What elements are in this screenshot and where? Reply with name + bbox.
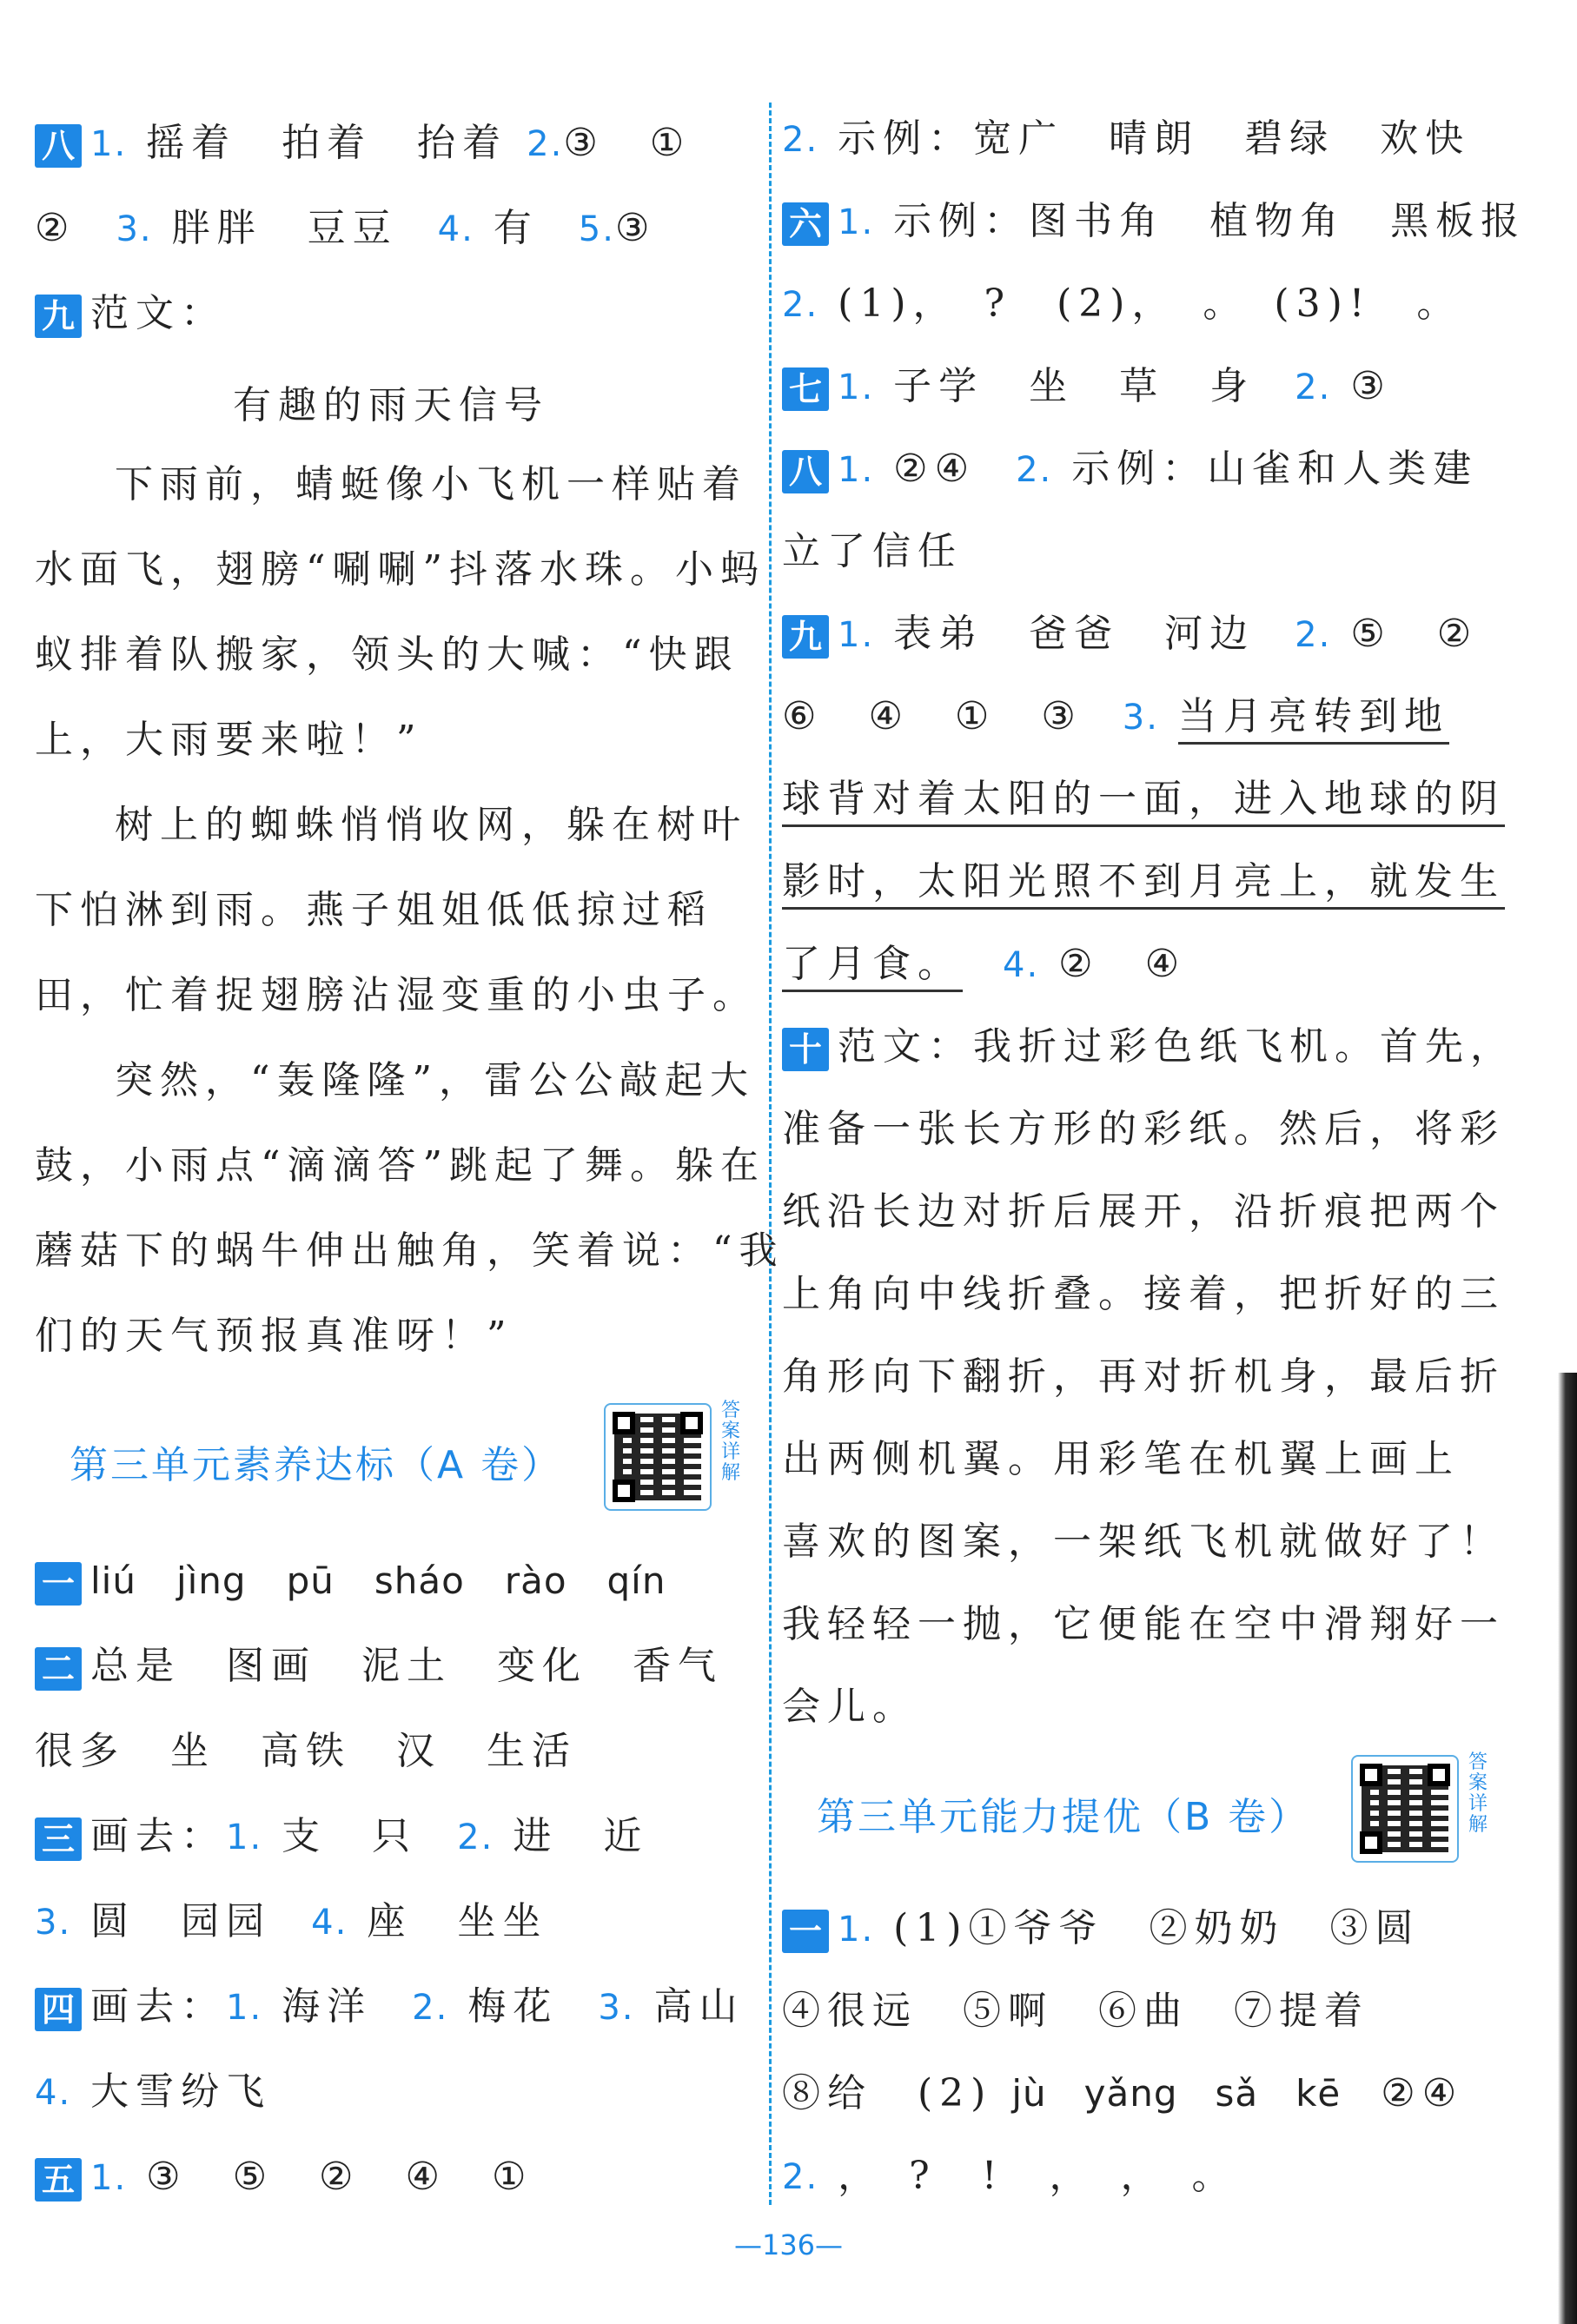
pinyin-text: jìng [176,1559,247,1602]
essay-line: 准备一张长方形的彩纸。然后，将彩 [782,1107,1505,1151]
item-number: 5. [578,209,615,249]
answer-line [782,443,1478,496]
answer-text: 总是 图画 泥土 变化 香气 [90,1644,723,1688]
answer-text: ③ [614,206,657,250]
pinyin-text: pū [286,1559,335,1602]
answer-line [782,691,1449,744]
answer-line [35,117,691,170]
answer-line [35,1981,745,2034]
answer-line [782,113,1470,166]
section-badge: 九 [782,615,829,659]
answer-text: 画去： [90,1814,226,1858]
essay-line: 蚁排着队搬家，领头的大喊：“快跟 [35,632,739,677]
pinyin-text: sháo [374,1559,465,1602]
answer-line [782,2150,1236,2203]
item-number: 2. [412,1988,449,2028]
item-number: 4. [1003,945,1040,985]
page-edge-shadow [1558,1373,1577,2324]
item-number: 2. [1295,367,1332,407]
underlined-answer: 影时，太阳光照不到月亮上，就发生 [782,859,1505,910]
answer-line: ④很远 ⑤啊 ⑥曲 ⑦提着 [782,1989,1369,2033]
answer-text: 梅花 [467,1984,559,2029]
answer-text: ， ? ! ， ， 。 [838,2154,1237,2198]
answer-line [782,856,1505,908]
section-badge: 八 [782,450,829,493]
answer-text: 示例：图书角 植物角 黑板报 [893,199,1527,243]
answer-line [35,1811,648,1864]
answer-text: 示例：宽广 晴朗 碧绿 欢快 [838,116,1471,161]
section-badge: 九 [35,295,82,338]
answer-line [35,288,226,340]
item-number: 1. [838,202,875,242]
essay-line: 喜欢的图案，一架纸飞机就做好了！ [782,1520,1505,1564]
section-badge: 五 [35,2158,82,2202]
answer-line [782,2068,1463,2120]
essay-line: 我轻轻一抛，它便能在空中滑翔好一 [782,1602,1505,1646]
essay-line: 鼓，小雨点“滴滴答”跳起了舞。躲在 [35,1143,765,1188]
answer-text: 范文： [90,291,226,335]
section-badge: 七 [782,367,829,411]
item-number: 2. [1016,450,1053,490]
qr-label: 答案详解 [1468,1751,1488,1836]
essay-line: 上，大雨要来啦！” [35,718,423,762]
item-number: 1. [838,367,875,407]
item-number: 1. [838,615,875,655]
answer-text: 海洋 [282,1984,373,2029]
answer-text: 有 [493,206,539,250]
answer-line [35,2151,533,2204]
answer-line [35,1896,547,1949]
item-number: 2. [782,2157,819,2197]
item-number: 4. [437,209,474,249]
item-number: 1. [226,1988,263,2028]
essay-line: 树上的蜘蛛悄悄收网，躲在树叶 [115,803,747,847]
answer-text: 大雪纷飞 [90,2069,272,2114]
item-number: 4. [35,2073,72,2113]
section-title-b: 第三单元能力提优（B 卷） [817,1795,1310,1839]
item-number: 4. [311,1903,348,1943]
answer-text: ③ [1350,364,1392,408]
pinyin-text: liú [90,1559,136,1602]
answer-text: 胖胖 豆豆 [171,206,398,250]
answer-line [782,278,1461,331]
answer-text: ⑥ ④ ① ③ [782,694,1083,738]
answer-text: 支 只 [282,1814,418,1858]
answer-text: 子学 坐 草 身 [893,364,1256,408]
answer-text: ② ④ [1058,942,1187,986]
essay-line: 蘑菇下的蜗牛伸出触角，笑着说：“我 [35,1228,785,1273]
item-number: 3. [598,1988,635,2028]
answer-text: ⑤ ② [1350,612,1479,656]
section-badge: 四 [35,1988,82,2031]
answer-text: ② [35,206,76,250]
underlined-answer: 当月亮转到地 [1178,694,1449,745]
item-number: 1. [838,1910,875,1950]
item-number: 2. [782,285,819,325]
item-number: 2. [527,124,564,164]
essay-line: 突然，“轰隆隆”，雷公公敲起大 [115,1058,755,1102]
item-number: 3. [116,209,153,249]
pinyin-text: jù yǎng sǎ kē [1011,2072,1342,2115]
pinyin-text: qín [606,1559,666,1602]
essay-line: 下雨前，蜻蜓像小飞机一样贴着 [115,462,747,507]
answer-text: 示例：山雀和人类建 [1071,447,1479,491]
answer-text: 表弟 爸爸 河边 [893,612,1256,656]
answer-line [35,202,656,255]
underlined-answer: 球背对着太阳的一面，进入地球的阴 [782,777,1505,827]
section-badge: 八 [35,124,82,168]
section-title-a: 第三单元素养达标（A 卷） [70,1443,563,1487]
essay-line: 会儿。 [782,1685,918,1729]
answer-text: 范文：我折过彩色纸飞机。首先， [838,1024,1515,1069]
answer-text: (1)①爷爷 ②奶奶 ③圆 [893,1906,1421,1950]
section-badge: 三 [35,1817,82,1861]
answer-line [782,1903,1421,1956]
essay-line: 纸沿长边对折后展开，沿折痕把两个 [782,1189,1505,1234]
item-number: 3. [1122,698,1159,738]
qr-code[interactable] [1351,1755,1459,1863]
answer-text: 座 坐坐 [367,1899,548,1943]
essay-title: 有趣的雨天信号 [233,383,549,427]
essay-line: 田，忙着捉翅膀沾湿变重的小虫子。 [35,973,758,1017]
essay-line: 上角向中线折叠。接着，把折好的三 [782,1272,1505,1316]
answer-line [782,608,1478,661]
section-badge: 十 [782,1028,829,1071]
answer-text: 圆 园园 [90,1899,272,1943]
answer-line: 立了信任 [782,529,963,573]
underlined-answer: 了月食。 [782,942,963,992]
section-badge: 六 [782,202,829,246]
essay-line: 角形向下翻折，再对折机身，最后折 [782,1354,1505,1399]
item-number: 1. [838,450,875,490]
item-number: 1. [90,2158,128,2198]
answer-text: ②④ [893,447,977,491]
essay-line: 们的天气预报真准呀！” [35,1314,514,1358]
answer-text: 画去： [90,1984,226,2029]
item-number: 2. [782,120,819,160]
answer-line [35,1555,666,1607]
column-divider [769,103,772,2205]
answer-text: 高山 [653,1984,745,2029]
answer-line [782,195,1526,248]
item-number: 2. [1295,615,1332,655]
item-number: 3. [35,1903,72,1943]
section-badge: 二 [35,1647,82,1691]
page-number: —136— [733,2228,844,2261]
answer-line: 很多 坐 高铁 汉 生活 [35,1729,577,1773]
item-number: 1. [90,124,128,164]
item-number: 2. [457,1817,494,1857]
answer-text: ③ ① [563,121,692,165]
item-number: 1. [226,1817,263,1857]
essay-line: 出两侧机翼。用彩笔在机翼上画上 [782,1437,1460,1481]
essay-line: 水面飞，翅膀“唰唰”抖落水珠。小蚂 [35,547,765,592]
answer-line [782,938,1186,991]
answer-text: (1)， ? (2)， 。 (3)! 。 [838,281,1462,326]
answer-text: ②④ [1381,2071,1464,2115]
answer-text: ⑧给 (2) [782,2071,993,2115]
pinyin-text: rào [504,1559,567,1602]
answer-line [782,361,1392,414]
answer-line [35,1640,723,1692]
answer-text: ③ ⑤ ② ④ ① [146,2155,533,2199]
qr-label: 答案详解 [720,1400,740,1484]
qr-code[interactable] [604,1403,712,1511]
answer-line [782,773,1505,825]
section-badge: 一 [782,1910,829,1953]
answer-text: 进 近 [513,1814,649,1858]
answer-line [782,1021,1515,1073]
answer-line [35,2066,271,2119]
section-badge: 一 [35,1562,82,1606]
essay-line: 下怕淋到雨。燕子姐姐低低掠过稻 [35,888,712,932]
answer-text: 摇着 拍着 抬着 [146,121,508,165]
